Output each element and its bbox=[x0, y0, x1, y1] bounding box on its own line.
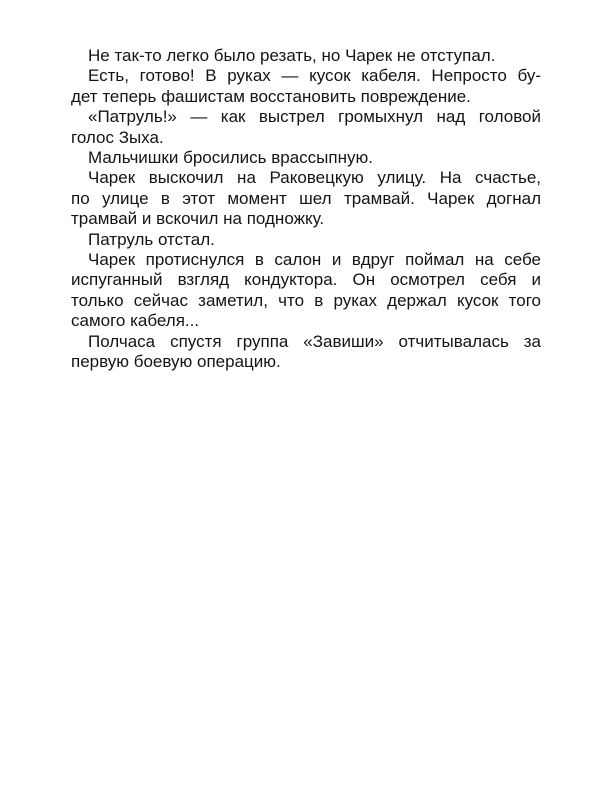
text-line: Полчаса спустя группа «Завиши» отчитывалась за bbox=[88, 331, 541, 351]
text-line: трамвай и вскочил на подножку. bbox=[71, 209, 325, 229]
text-line: Мальчишки бросились врассыпную. bbox=[88, 148, 373, 168]
text-line: «Патруль!» — как выстрел громыхнул над головой bbox=[88, 107, 541, 127]
text-line: самого кабеля... bbox=[71, 311, 200, 331]
paragraph bbox=[88, 230, 541, 250]
body-text bbox=[71, 46, 541, 373]
paragraph bbox=[71, 331, 541, 373]
text-line: испуганный взгляд кондуктора. Он осмотрел себя и bbox=[71, 270, 541, 290]
paragraph bbox=[71, 168, 541, 229]
text-line: Чарек выскочил на Раковецкую улицу. На счастье, bbox=[88, 168, 541, 188]
text-line: Чарек протиснулся в салон и вдруг поймал на себе bbox=[88, 250, 541, 270]
text-line: только сейчас заметил, что в руках держал кусок того bbox=[71, 290, 541, 310]
text-line: по улице в этот момент шел трамвай. Чарек догнал bbox=[71, 188, 541, 208]
text-line: первую боевую операцию. bbox=[71, 352, 281, 372]
paragraph bbox=[71, 107, 541, 148]
text-line: голос Зыха. bbox=[71, 127, 164, 147]
paragraph bbox=[88, 148, 541, 168]
paragraph bbox=[71, 66, 541, 107]
paragraph bbox=[88, 46, 541, 66]
text-line: дет теперь фашистам восстановить повреждение. bbox=[71, 86, 471, 106]
paragraph bbox=[71, 250, 541, 332]
text-line: Есть, готово! В руках — кусок кабеля. Непросто бу- bbox=[88, 66, 541, 86]
text-line: Патруль отстал. bbox=[88, 229, 215, 249]
text-line: Не так-то легко было резать, но Чарек не отступал. bbox=[88, 46, 496, 65]
